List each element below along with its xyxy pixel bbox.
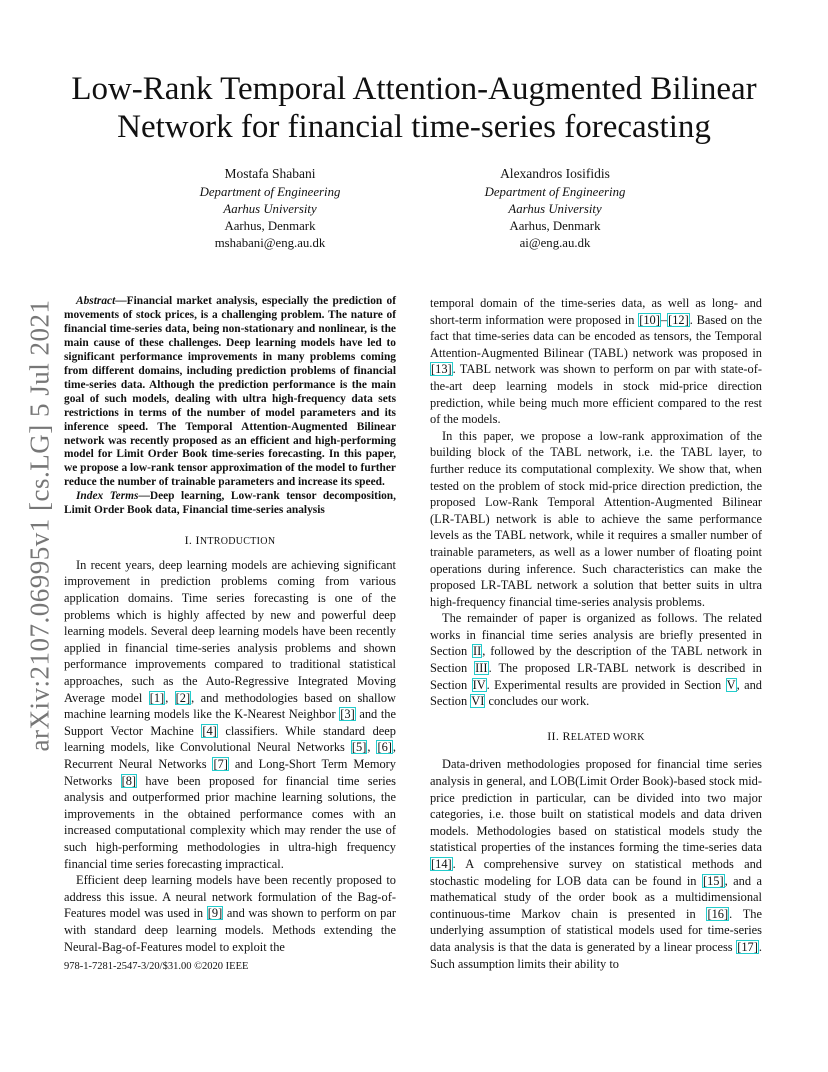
right-paragraph-3: The remainder of paper is organized as follows. The related works in financial time series analysis are briefly presented in Section II, followed by the description of the TABL network in Section III. The proposed LR-TABL network is described in Section IV. Experimental results are provided in Section V, and Section VI concludes our work. xyxy=(430,611,763,709)
paper-title xyxy=(60,70,768,146)
author-univ: Aarhus University xyxy=(508,202,602,216)
author-location: Aarhus, Denmark xyxy=(224,219,316,233)
author-name: Alexandros Iosifidis xyxy=(500,166,610,181)
paper-title-line1: Low-Rank Temporal Attention-Augmented Bilinear xyxy=(71,71,757,107)
citation-link[interactable]: [14] xyxy=(431,857,452,871)
author-dept: Department of Engineering xyxy=(484,185,626,199)
author-block-2 xyxy=(405,165,705,252)
citation-link[interactable]: [7] xyxy=(213,756,228,771)
citation-link[interactable]: [15] xyxy=(702,873,724,888)
citation-link[interactable]: [10] xyxy=(639,312,660,327)
paper-title-line2: Network for financial time-series forecasting xyxy=(117,109,711,145)
section-link[interactable]: V xyxy=(726,677,736,692)
abstract xyxy=(64,295,396,490)
author-univ: Aarhus University xyxy=(223,202,317,216)
right-column xyxy=(430,295,762,972)
arxiv-stamp-text: arXiv:2107.06995v1 [cs.LG] 5 Jul 2021 xyxy=(24,299,55,751)
citation-link[interactable]: [8] xyxy=(121,773,137,788)
citation-link[interactable]: [13] xyxy=(431,362,452,377)
citation-link[interactable]: [12] xyxy=(668,312,689,327)
section-link[interactable]: III xyxy=(475,661,488,676)
citation-link[interactable]: [1] xyxy=(149,690,165,705)
author-location: Aarhus, Denmark xyxy=(509,219,601,233)
citation-link[interactable]: [6] xyxy=(377,740,392,755)
author-dept: Department of Engineering xyxy=(199,185,341,199)
citation-link[interactable]: [3] xyxy=(340,707,355,722)
abstract-text: —Financial market analysis, especially the prediction of movements of stock prices, is a challenging problem. The nature of financial time-series data, being non-stationary and nonlinear, is the main cause of these challenges. Deep learning models have led to significant performance improvements in many problems coming from different domains, including prediction problems of financial time-series data. Although the prediction performance is the main goal of such models, dealing with ultra high-frequency data sets restrictions in terms of the number of model parameters and its inference speed. The Temporal Attention-Augmented Bilinear network was recently proposed as an efficient and high-performing model for Limit Order Book time-series forecasting. In this paper, we propose a low-rank tensor approximation of the model to further reduce the number of trainable parameters and increase its speed. xyxy=(64,295,396,489)
intro-paragraph-1: In recent years, deep learning models are achieving significant improvement in prediction problems coming from various application domains. Time series forecasting is one of the problems which is highly affected by new and powerful deep learning models. Several deep learning models have been recently applied in financial time-series analysis problems and shown performance improvements compared to traditional statistical approaches, such as the Auto-Regressive Integrated Moving Average model [1], [2], and methodologies based on shallow machine learning models like the K-Nearest Neighbor [3] and the Support Vector Machine [4] classifiers. While standard deep learning models, like Convolutional Neural Networks [5], [6], Recurrent Neural Networks [7] and Long-Short Term Memory Networks [8] have been proposed for financial time series analysis and outperformed prior machine learning solutions, the improvements in the obtained performance comes with an increased computational complexity which may render the use of such high-performing methodologies in ultra-high frequency financial time series forecasting impractical. xyxy=(64,557,397,871)
citation-link[interactable]: [2] xyxy=(175,690,191,705)
author-email: ai@eng.au.dk xyxy=(519,236,591,250)
author-email: mshabani@eng.au.dk xyxy=(214,236,326,250)
citation-link[interactable]: [16] xyxy=(707,906,729,921)
copyright-notice: 978-1-7281-2547-3/20/$31.00 ©2020 IEEE xyxy=(64,961,249,972)
abstract-label: Abstract xyxy=(76,295,116,307)
author-name: Mostafa Shabani xyxy=(224,166,316,181)
right-paragraph-1: temporal domain of the time-series data, as well as long- and short-term information were proposed in [10]–[12]. Based on the fact that time-series data can be encoded as tensors, the Temporal Attention-Augmented Bilinear (TABL) network was proposed in [13]. TABL network was shown to perform on par with state-of-the-art deep learning models in stock mid-price direction prediction, while being much more efficient compared to the rest of the models. xyxy=(430,296,762,427)
right-paragraph-2: In this paper, we propose a low-rank approximation of the building block of the TABL network, i.e. the TABL layer, to further reduce its computational complexity. We show that, when tested on the problem of stock mid-price direction prediction, the proposed Low-Rank Temporal Attention-Augmented Bilinear (LR-TABL) network is able to achieve the same performance levels as the TABL network, while it requires a smaller number of trainable parameters, as well as a lower number of floating point operations during inference. Such characteristics can make the proposed LR-TABL network a solution that better suits in ultra high-frequency financial time-series analysis problems. xyxy=(430,428,762,609)
citation-link[interactable]: [4] xyxy=(202,723,217,738)
author-block-1 xyxy=(120,165,420,252)
index-terms xyxy=(64,490,396,518)
section-heading-related-work: II. RELATED WORK xyxy=(547,728,645,743)
citation-link[interactable]: [9] xyxy=(207,906,223,921)
arxiv-stamp xyxy=(20,290,60,760)
section-link[interactable]: VI xyxy=(471,694,485,709)
intro-paragraph-2: Efficient deep learning models have been recently proposed to address this issue. A neural network formulation of the Bag-of-Features model was used in [9] and was shown to perform on par with standard deep learning models. Methods extending the Neural-Bag-of-Features model to exploit the xyxy=(64,873,396,954)
section-heading-introduction: I. INTRODUCTION xyxy=(184,533,276,548)
index-terms-text: —Deep learning, Low-rank tensor decomposition, Limit Order Book data, Financial time-series analysis xyxy=(64,490,396,517)
right-paragraph-4: Data-driven methodologies proposed for financial time series analysis in general, and LOB(Limit Order Book)-based stock mid-price prediction in particular, can be divided into two major categories, i.e. those built on statistical models and data driven models. Methodologies based on statistical models study the statistical properties of the instances forming the time-series data [14]. A comprehensive survey on statistical methods and stochastic modeling for LOB data can be found in [15], and a mathematical study of the order book as a multidimensional continuous-time Markov chain is presented in [16]. The underlying assumption of statistical models used for time-series data analysis is that the data is generated by a linear process [17]. Such assumption limits their ability to xyxy=(430,757,762,971)
index-terms-label: Index Terms xyxy=(76,490,139,503)
citation-link[interactable]: [5] xyxy=(351,740,367,755)
citation-link[interactable]: [17] xyxy=(737,939,758,954)
left-column xyxy=(64,295,396,955)
section-link[interactable]: IV xyxy=(472,677,486,692)
section-link[interactable]: II xyxy=(473,644,482,659)
